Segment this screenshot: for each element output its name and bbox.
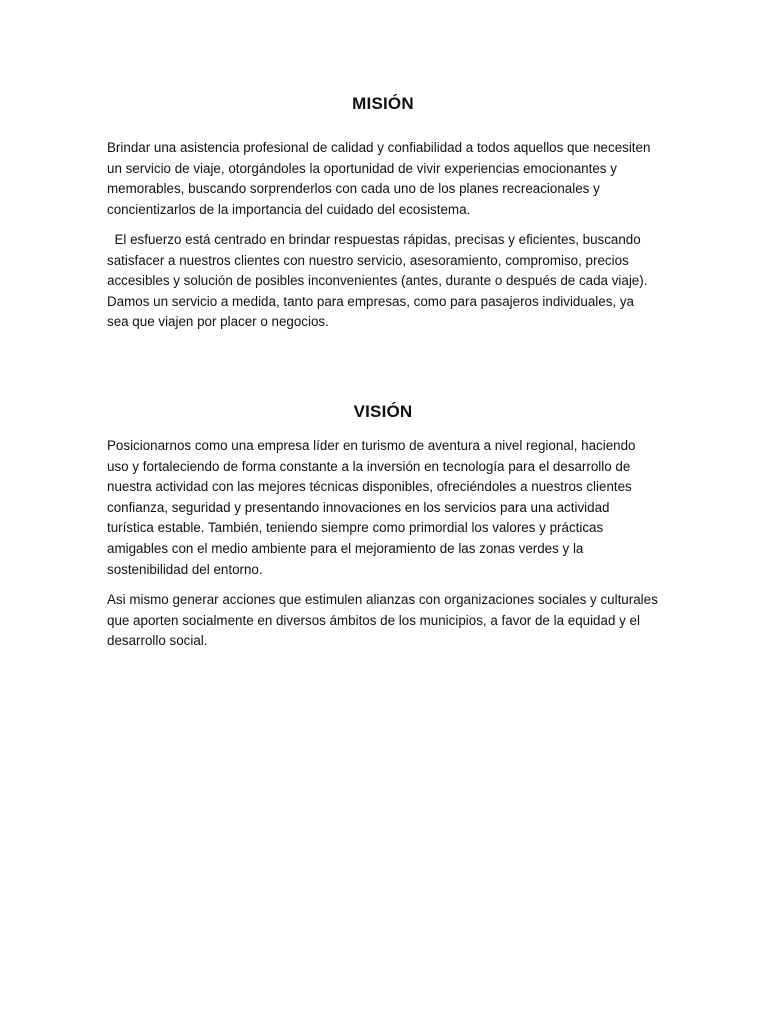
mision-paragraph-2: El esfuerzo está centrado en brindar respuestas rápidas, precisas y eficientes, buscando satisfacer a nuestros clientes con nuestro servicio, asesoramiento, compromiso, precios accesibles y solución de posibles inconvenientes (antes, durante o después de cada viaje). Damos un servicio a medida, tanto para empresas, como para pasajeros individuales, ya sea que viajen por placer o negocios. [107, 232, 652, 330]
vision-heading: VISIÓN [353, 402, 413, 421]
mision-paragraph-1: Brindar una asistencia profesional de calidad y confiabilidad a todos aquellos que necesiten un servicio de viaje, otorgándoles la oportunidad de vivir experiencias emocionantes y memorables, buscando sorprenderlos con cada uno de los planes recreacionales y concientizarlos de la importancia del cuidado del ecosistema. [107, 140, 651, 217]
vision-paragraph-2: Asi mismo generar acciones que estimulen alianzas con organizaciones sociales y culturales que aporten socialmente en diversos ámbitos de los municipios, a favor de la equidad y el desarrollo social. [107, 592, 658, 649]
mision-heading: MISIÓN [352, 94, 414, 113]
vision-paragraph-1: Posicionarnos como una empresa líder en turismo de aventura a nivel regional, haciendo uso y fortaleciendo de forma constante a la inversión en tecnología para el desarrollo de nuestra actividad con las mejores técnicas disponibles, ofreciéndoles a nuestros clientes confianza, seguridad y presentando innovaciones en los servicios para una actividad turística estable. También, teniendo siempre como primordial los valores y prácticas amigables con el medio ambiente para el mejoramiento de las zonas verdes y la sostenibilidad del entorno. [107, 438, 636, 577]
